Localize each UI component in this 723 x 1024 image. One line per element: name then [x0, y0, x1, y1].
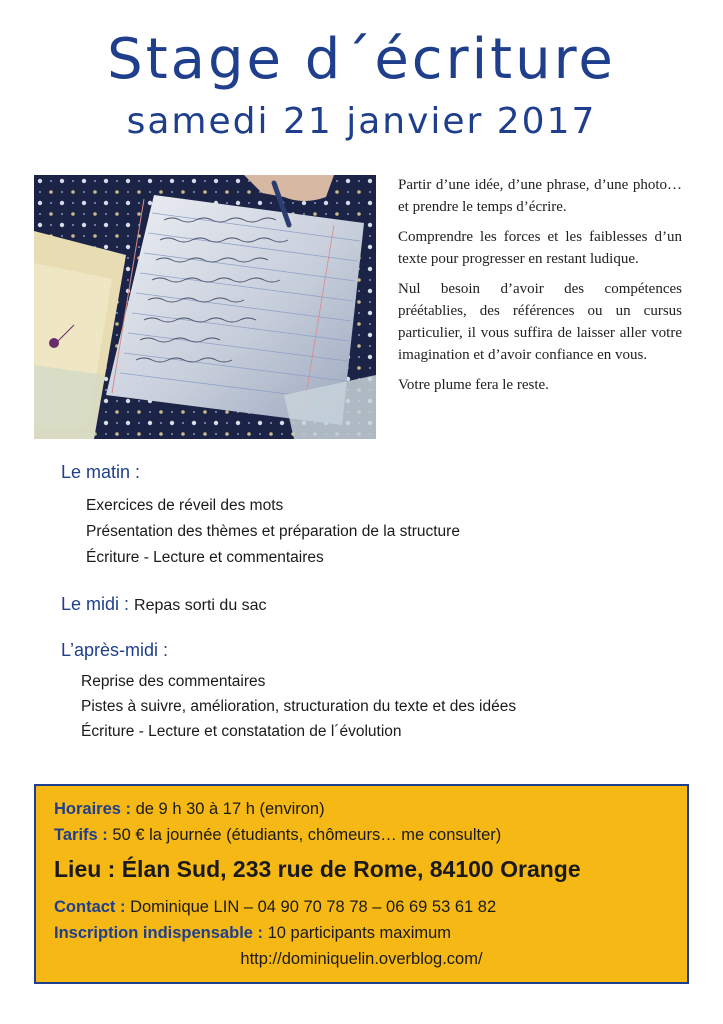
inscription-row — [54, 924, 451, 943]
intro-paragraph: Nul besoin d’avoir des compétences préétablies, des références ou un cursus particulier, il vous suffira de laisser aller votre imagination et d’avoir confiance en vous. — [398, 281, 682, 363]
tarifs-label: Tarifs : — [54, 826, 108, 844]
inscription-value: 10 participants maximum — [267, 924, 452, 942]
tarifs-row — [54, 826, 501, 845]
apres-midi-item: Reprise des commentaires — [81, 673, 266, 690]
midi-text: Repas sorti du sac — [134, 597, 267, 614]
writing-photo — [34, 175, 376, 439]
blog-link[interactable]: http://dominiquelin.overblog.com/ — [240, 950, 483, 968]
intro-paragraph: Comprendre les forces et les faiblesses d’un texte pour progresser en restant ludique. — [398, 229, 682, 267]
intro-paragraph: Votre plume fera le reste. — [398, 377, 549, 393]
info-box — [34, 784, 689, 984]
matin-heading: Le matin : — [61, 462, 141, 482]
contact-row — [54, 898, 496, 917]
tarifs-value: 50 € la journée (étudiants, chômeurs… me consulter) — [112, 826, 502, 844]
apres-midi-item: Écriture - Lecture et constatation de l´évolution — [81, 723, 402, 740]
apres-midi-item: Pistes à suivre, amélioration, structuration du texte et des idées — [81, 698, 517, 715]
midi-section — [61, 594, 267, 615]
horaires-label: Horaires : — [54, 800, 132, 818]
contact-value: Dominique LIN – 04 90 70 78 78 – 06 69 53 61 82 — [130, 898, 497, 916]
event-date: samedi 21 janvier 2017 — [126, 101, 597, 142]
contact-label: Contact : — [54, 898, 126, 916]
intro-paragraph: Partir d’une idée, d’une phrase, d’une photo… et prendre le temps d’écrire. — [398, 177, 682, 215]
writing-photo-illustration — [34, 175, 376, 439]
matin-item: Écriture - Lecture et commentaires — [86, 549, 324, 566]
matin-item: Exercices de réveil des mots — [86, 497, 284, 514]
inscription-label: Inscription indispensable : — [54, 924, 264, 942]
horaires-value: de 9 h 30 à 17 h (environ) — [135, 800, 325, 818]
midi-heading: Le midi : — [61, 594, 130, 614]
lieu-row: Lieu : Élan Sud, 233 rue de Rome, 84100 Orange — [54, 856, 581, 882]
apres-midi-heading: L’après-midi : — [61, 640, 169, 660]
intro-text — [398, 174, 682, 404]
matin-item: Présentation des thèmes et préparation de la structure — [86, 523, 460, 540]
horaires-row — [54, 800, 325, 819]
page-title: Stage d´écriture — [107, 27, 616, 92]
